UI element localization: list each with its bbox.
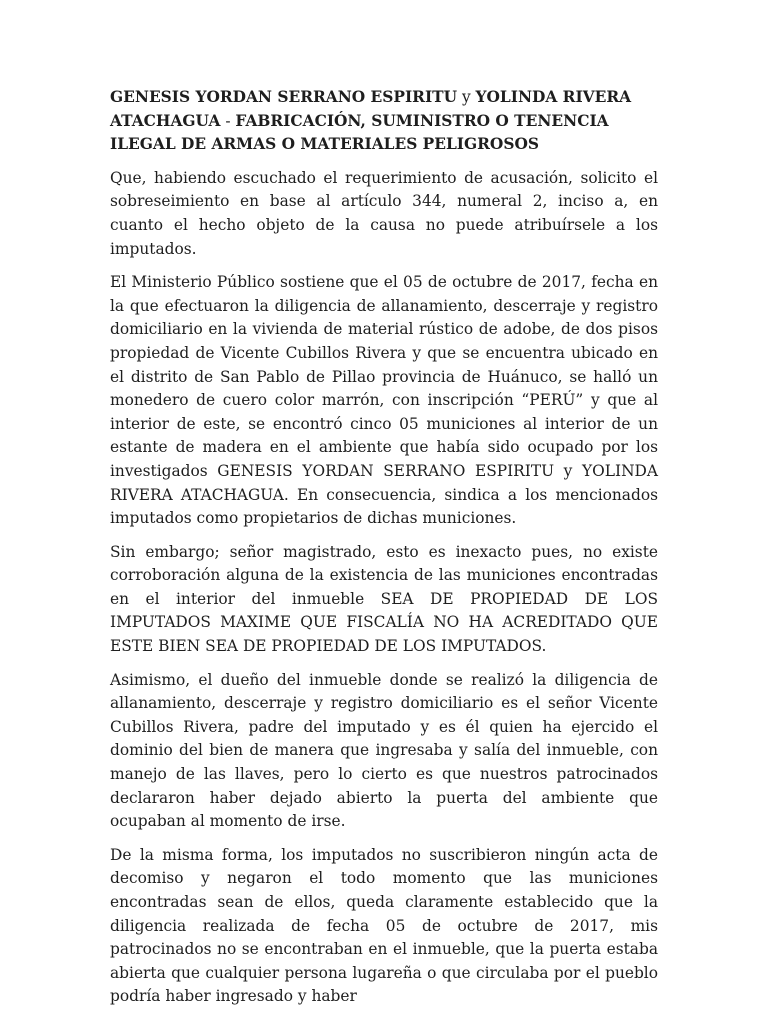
paragraph-request: Que, habiendo escuchado el requerimiento de acusación, solicito el sobreseimiento en base al artículo 344, numeral 2, inciso a, en cuanto el hecho objeto de la causa no puede atribuírsele a los imputados. [110,168,658,258]
heading-names-1: GENESIS YORDAN SERRANO ESPIRITU [110,88,458,106]
heading-names-2: YOLINDA RIVERA ATACHAGUA [110,88,632,130]
heading-conjunction: y [457,88,476,106]
paragraph-no-seizure-record: De la misma forma, los imputados no suscribieron ningún acta de decomiso y negaron el todo momento que las municiones encontradas sean de ellos, queda claramente establecido que la diligencia realizada de fecha 05 de octubre de 2017, mis patrocinados no se encontraban en el inmueble, que la puerta estaba abierta que cualquier persona lugareña o que circulaba por el pueblo podría haber ingresado y haber [110,845,658,1006]
document-page [110,86,658,1019]
paragraph-objection: Sin embargo; señor magistrado, esto es inexacto pues, no existe corroboración alguna de la existencia de las municiones encontradas en el interior del inmueble SEA DE PROPIEDAD DE LOS IMPUTADOS MAXIME QUE FISCALÍA NO HA ACREDITADO QUE ESTE BIEN SEA DE PROPIEDAD DE LOS IMPUTADOS. [110,542,658,656]
paragraph-property-owner: Asimismo, el dueño del inmueble donde se realizó la diligencia de allanamiento, descerraje y registro domiciliario es el señor Vicente Cubillos Rivera, padre del imputado y es él quien ha ejercido el dominio del bien de manera que ingresaba y salía del inmueble, con manejo de las llaves, pero lo cierto es que nuestros patrocinados declararon haber dejado abierto la puerta del ambiente que ocupaban al momento de irse. [110,670,658,831]
paragraph-prosecution-claim: El Ministerio Público sostiene que el 05 de octubre de 2017, fecha en la que efectuaron la diligencia de allanamiento, descerraje y registro domiciliario en la vivienda de material rústico de adobe, de dos pisos propiedad de Vicente Cubillos Rivera y que se encuentra ubicado en el distrito de San Pablo de Pillao provincia de Huánuco, se halló un monedero de cuero color marrón, con inscripción “PERÚ” y que al interior de este, se encontró cinco 05 municiones al interior de un estante de madera en el ambiente que había sido ocupado por los investigados GENESIS YORDAN SERRANO ESPIRITU y YOLINDA RIVERA ATACHAGUA. En consecuencia, sindica a los mencionados imputados como propietarios de dichas municiones. [110,273,658,528]
document-heading [110,86,658,157]
heading-separator: - [220,111,236,130]
heading-charge: FABRICACIÓN, SUMINISTRO O TENENCIA ILEGAL DE ARMAS O MATERIALES PELIGROSOS [110,111,609,154]
